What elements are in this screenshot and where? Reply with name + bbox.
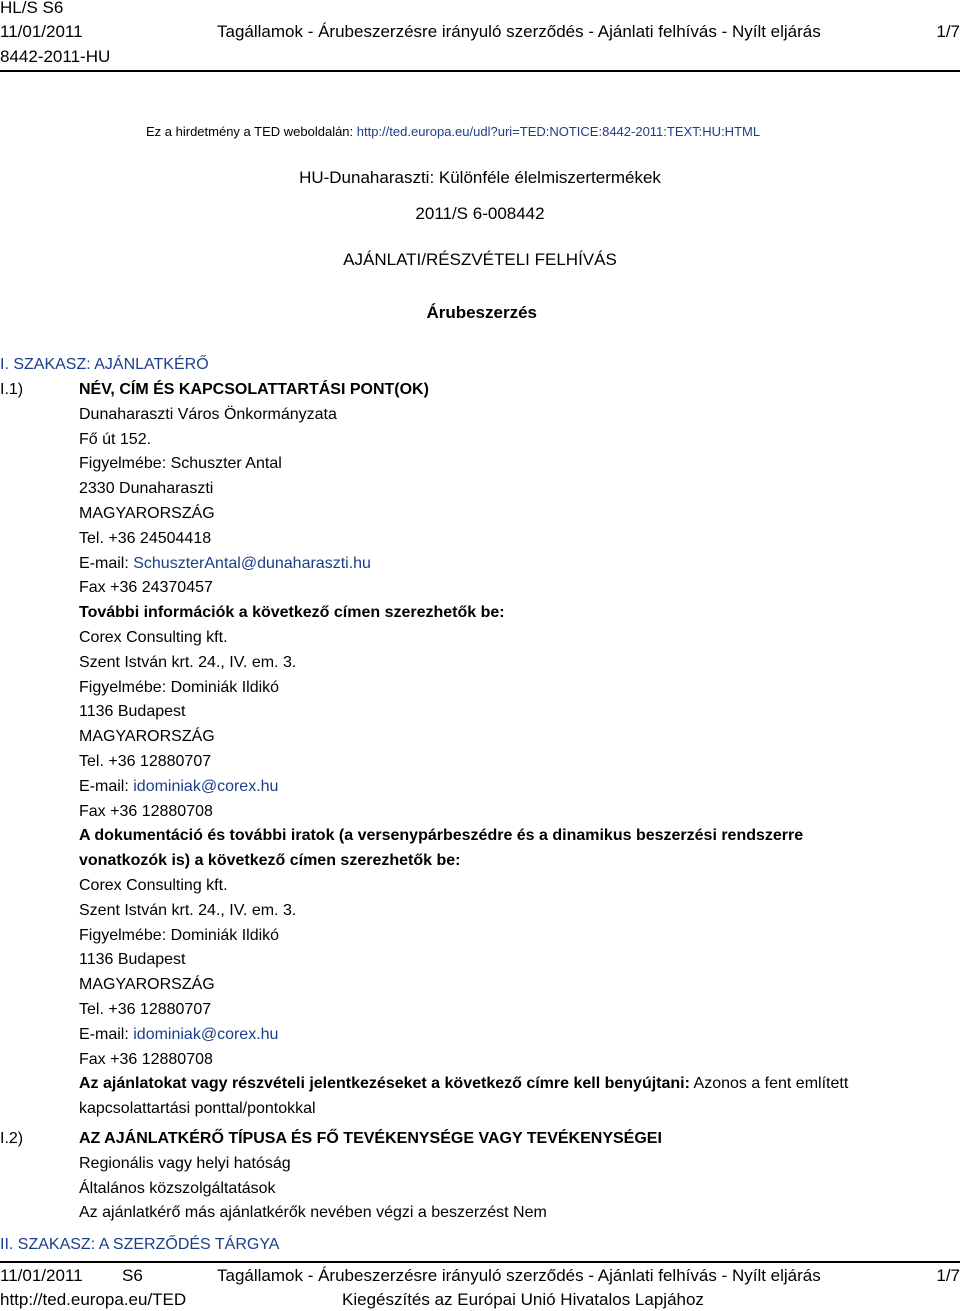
docs-street: Szent István krt. 24., IV. em. 3.: [79, 901, 297, 919]
docs-email-label: E-mail:: [79, 1025, 134, 1043]
org-email-link[interactable]: SchuszterAntal@dunaharaszti.hu: [133, 554, 371, 572]
more-info-email-line: [79, 775, 939, 800]
submit-heading: Az ajánlatokat vagy részvételi jelentkezéseket a következő címre kell benyújtani:: [79, 1075, 690, 1093]
section1-1-heading: NÉV, CÍM ÉS KAPCSOLATTARTÁSI PONT(OK): [79, 381, 429, 398]
more-info-tel: Tel. +36 12880707: [79, 752, 212, 770]
docs-fax: Fax +36 12880708: [79, 1050, 213, 1068]
more-info-country: MAGYARORSZÁG: [79, 728, 215, 746]
section2-title: II. SZAKASZ: A SZERZŐDÉS TÁRGYA: [0, 1236, 280, 1253]
on-behalf: Az ajánlatkérő más ajánlatkérők nevében végzi a beszerzést Nem: [79, 1204, 547, 1222]
main-activity: Általános közszolgáltatások: [79, 1179, 276, 1197]
docs-heading-line-2: vonatkozók is) a következő címen szerezhetők be:: [79, 852, 461, 870]
notice-number: 2011/S 6-008442: [415, 204, 545, 223]
org-email-line: [79, 552, 939, 577]
section1-2-number: I.2): [0, 1130, 24, 1147]
org-email-label: E-mail:: [79, 554, 134, 572]
header-page: 1/7: [936, 22, 960, 41]
more-info-heading: További információk a következő címen szerezhetők be:: [79, 604, 505, 622]
docs-org: Corex Consulting kft.: [79, 876, 228, 894]
org-fax: Fax +36 24370457: [79, 579, 213, 597]
more-info-city: 1136 Budapest: [79, 703, 186, 721]
more-info-org: Corex Consulting kft.: [79, 628, 228, 646]
authority-type: Regionális vagy helyi hatóság: [79, 1154, 291, 1172]
docs-email-link[interactable]: idominiak@corex.hu: [133, 1025, 279, 1043]
docs-attention: Figyelmébe: Dominiák Ildikó: [79, 926, 280, 944]
more-info-street: Szent István krt. 24., IV. em. 3.: [79, 653, 297, 671]
ted-url-line: [146, 124, 760, 140]
more-info-email-label: E-mail:: [79, 777, 134, 795]
org-street: Fő út 152.: [79, 430, 152, 448]
more-info-fax: Fax +36 12880708: [79, 802, 213, 820]
notice-heading: HU-Dunaharaszti: Különféle élelmiszertermékek: [299, 168, 661, 187]
section1-title: I. SZAKASZ: AJÁNLATKÉRŐ: [0, 356, 209, 373]
section1-1-content: [79, 378, 939, 1122]
section1-2-content: [79, 1127, 939, 1226]
docs-city: 1136 Budapest: [79, 951, 186, 969]
docs-heading-line-1: A dokumentáció és további iratok (a versenypárbeszédre és a dinamikus beszerzési rendszerre: [79, 827, 804, 845]
more-info-email-link[interactable]: idominiak@corex.hu: [133, 777, 279, 795]
ted-url-link[interactable]: http://ted.europa.eu/udl?uri=TED:NOTICE:8442-2011:TEXT:HU:HTML: [356, 124, 761, 139]
org-attention: Figyelmébe: Schuszter Antal: [79, 455, 282, 473]
footer-code: S6: [122, 1266, 143, 1285]
contract-type: Árubeszerzés: [426, 303, 537, 322]
footer-date: 11/01/2011: [0, 1266, 83, 1285]
header-date: 11/01/2011: [0, 22, 83, 41]
docs-tel: Tel. +36 12880707: [79, 1000, 212, 1018]
footer-publisher: Kiegészítés az Európai Unió Hivatalos Lapjához: [342, 1290, 704, 1309]
org-city: 2330 Dunaharaszti: [79, 480, 214, 498]
footer-url[interactable]: http://ted.europa.eu/TED: [0, 1290, 187, 1309]
notice-type: AJÁNLATI/RÉSZVÉTELI FELHÍVÁS: [343, 250, 617, 269]
org-name: Dunaharaszti Város Önkormányzata: [79, 405, 337, 423]
section1-1-number: I.1): [0, 381, 24, 398]
header-notice-id: 8442-2011-HU: [0, 47, 111, 66]
submit-line-2: kapcsolattartási ponttal/pontokkal: [79, 1100, 316, 1118]
org-tel: Tel. +36 24504418: [79, 529, 212, 547]
section1-2-heading: AZ AJÁNLATKÉRŐ TÍPUSA ÉS FŐ TEVÉKENYSÉGE VAGY TEVÉKENYSÉGEI: [79, 1130, 662, 1147]
submit-line-1: [79, 1072, 939, 1097]
footer-page: 1/7: [936, 1266, 960, 1285]
header-rule: [0, 70, 960, 72]
submit-value: Azonos a fent említett: [689, 1075, 849, 1093]
ted-url-prefix: Ez a hirdetmény a TED weboldalán:: [146, 124, 357, 139]
footer-title: Tagállamok - Árubeszerzésre irányuló szerződés - Ajánlati felhívás - Nyílt eljárás: [217, 1266, 821, 1285]
header-code: HL/S S6: [0, 0, 64, 17]
org-country: MAGYARORSZÁG: [79, 504, 215, 522]
docs-country: MAGYARORSZÁG: [79, 976, 215, 994]
docs-email-line: [79, 1023, 939, 1048]
header-title: Tagállamok - Árubeszerzésre irányuló szerződés - Ajánlati felhívás - Nyílt eljárás: [217, 22, 821, 41]
footer-rule: [0, 1261, 960, 1263]
more-info-attention: Figyelmébe: Dominiák Ildikó: [79, 678, 280, 696]
